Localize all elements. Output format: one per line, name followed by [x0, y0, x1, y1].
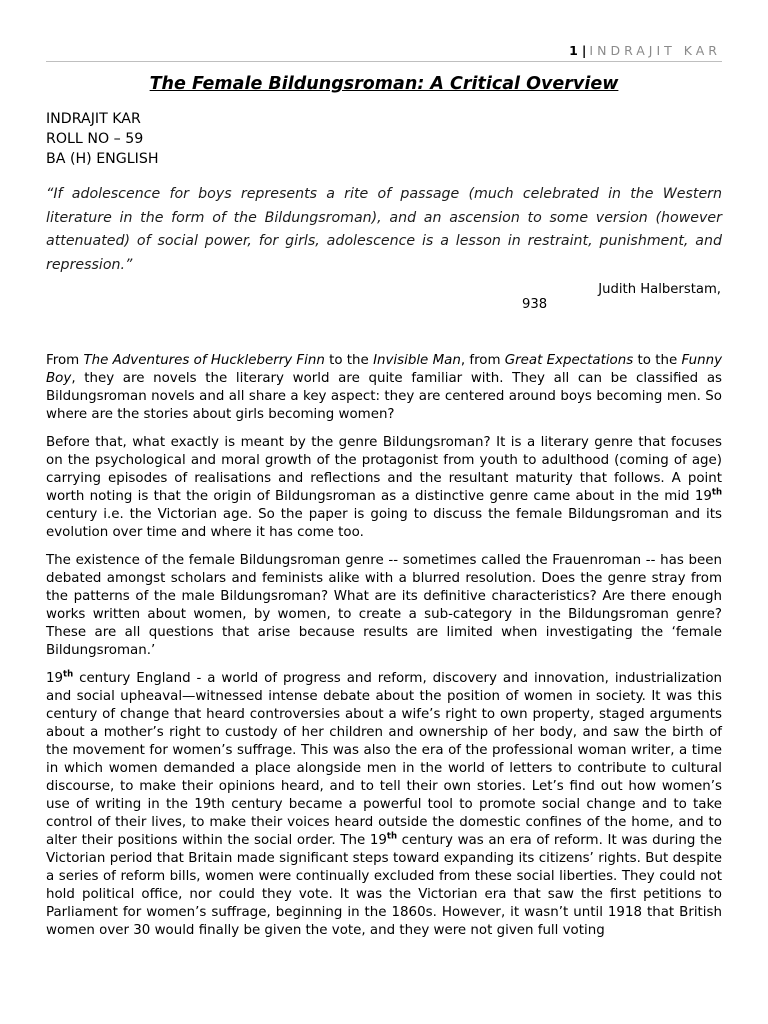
- header-rule: [46, 61, 722, 62]
- text-run: The existence of the female Bildungsroman genre -- sometimes called the Frauenroman -- has been debated amongst scholars and feminists alike with a blurred resolution. Does the genre stray from the patterns of the male Bildungsroman? What are its definitive characteristics? Are there enough works written about women, by women, to create a sub-category in the Bildungsroman genre? These are all questions that arise because results are limited when investigating the ‘female Bildungsroman.’: [46, 553, 722, 658]
- text-run: From: [46, 353, 84, 368]
- paragraph-3: [46, 552, 722, 660]
- paragraph-1: [46, 352, 722, 424]
- book-title: Funny Boy: [46, 353, 722, 386]
- course-name: BA (H) ENGLISH: [46, 151, 159, 167]
- superscript: th: [63, 669, 74, 680]
- text-run: 19: [46, 671, 64, 686]
- roll-number: ROLL NO – 59: [46, 131, 144, 147]
- text-run: to the: [633, 353, 682, 368]
- text-run: , from: [460, 353, 505, 368]
- text-run: century was an era of reform. It was during the Victorian period that Britain made significant steps toward expanding its citizens’ rights. But despite a series of reform bills, women were continually excluded from these social liberties. They could not hold political office, nor could they vote. It was the Victorian era that saw the first petitions to Parliament for women’s suffrage, beginning in the 1860s. However, it wasn’t until 1918 that British women over 30 would finally be given the vote, and they were not given full voting: [46, 833, 723, 938]
- text-run: Before that, what exactly is meant by the genre Bildungsroman? It is a literary genre that focuses on the psychological and moral growth of the protagonist from youth to adulthood (coming of age) carrying episodes of realisations and reflections and the resultant maturity that follows. A point worth noting is that the origin of Bildungsroman as a distinctive genre came about in the mid 19: [46, 435, 722, 504]
- epigraph-quote: “If adolescence for boys represents a rite of passage (much celebrated in the Western literature in the form of the Bildungsroman), and an ascension to some version (however attenuated) of social power, for girls, adolescence is a lesson in restraint, punishment, and repression.”: [46, 186, 722, 273]
- document-body: [46, 352, 722, 950]
- header-separator: |: [581, 43, 587, 58]
- page-number: 1: [569, 43, 578, 58]
- text-run: century i.e. the Victorian age. So the paper is going to discuss the female Bildungsroman and its evolution over time and where it has come too.: [46, 507, 722, 540]
- quote-attribution-name: Judith Halberstam,: [598, 282, 721, 297]
- superscript: th: [711, 487, 722, 498]
- book-title: Invisible Man: [373, 353, 461, 368]
- book-title: The Adventures of Huckleberry Finn: [83, 353, 325, 368]
- text-run: century England - a world of progress and reform, discovery and innovation, industrialization and social upheaval—witnessed intense debate about the position of women in society. It was this century of change that heard controversies about a wife’s right to own property, staged arguments about a mother’s right to custody of her children and ownership of her body, and saw the birth of the movement for women’s suffrage. This was also the era of the professional woman writer, a time in which women demanded a place alongside men in the world of letters to contribute to cultural discourse, to make their opinions heard, and to tell their own stories. Let’s find out how women’s use of writing in the 19th century became a powerful tool to promote social change and to take control of their lives, to make their voices heard outside the domestic confines of the home, and to alter their positions within the social order. The 19: [46, 671, 722, 848]
- paragraph-2: [46, 434, 722, 542]
- page-header: [569, 43, 721, 58]
- document-title: The Female Bildungsroman: A Critical Overview: [149, 74, 619, 94]
- text-run: to the: [324, 353, 374, 368]
- header-author: INDRAJIT KAR: [589, 43, 721, 58]
- author-info: [46, 109, 159, 169]
- superscript: th: [386, 831, 398, 842]
- text-run: , they are novels the literary world are quite familiar with. They all can be classified as Bildungsroman novels and all share a key aspect: they are centered around boys becoming men. So where are the stories about girls becoming women?: [46, 371, 722, 422]
- book-title: Great Expectations: [504, 353, 634, 368]
- quote-attribution-page: 938: [522, 297, 548, 312]
- author-name: INDRAJIT KAR: [46, 111, 141, 127]
- paragraph-4: [46, 670, 722, 940]
